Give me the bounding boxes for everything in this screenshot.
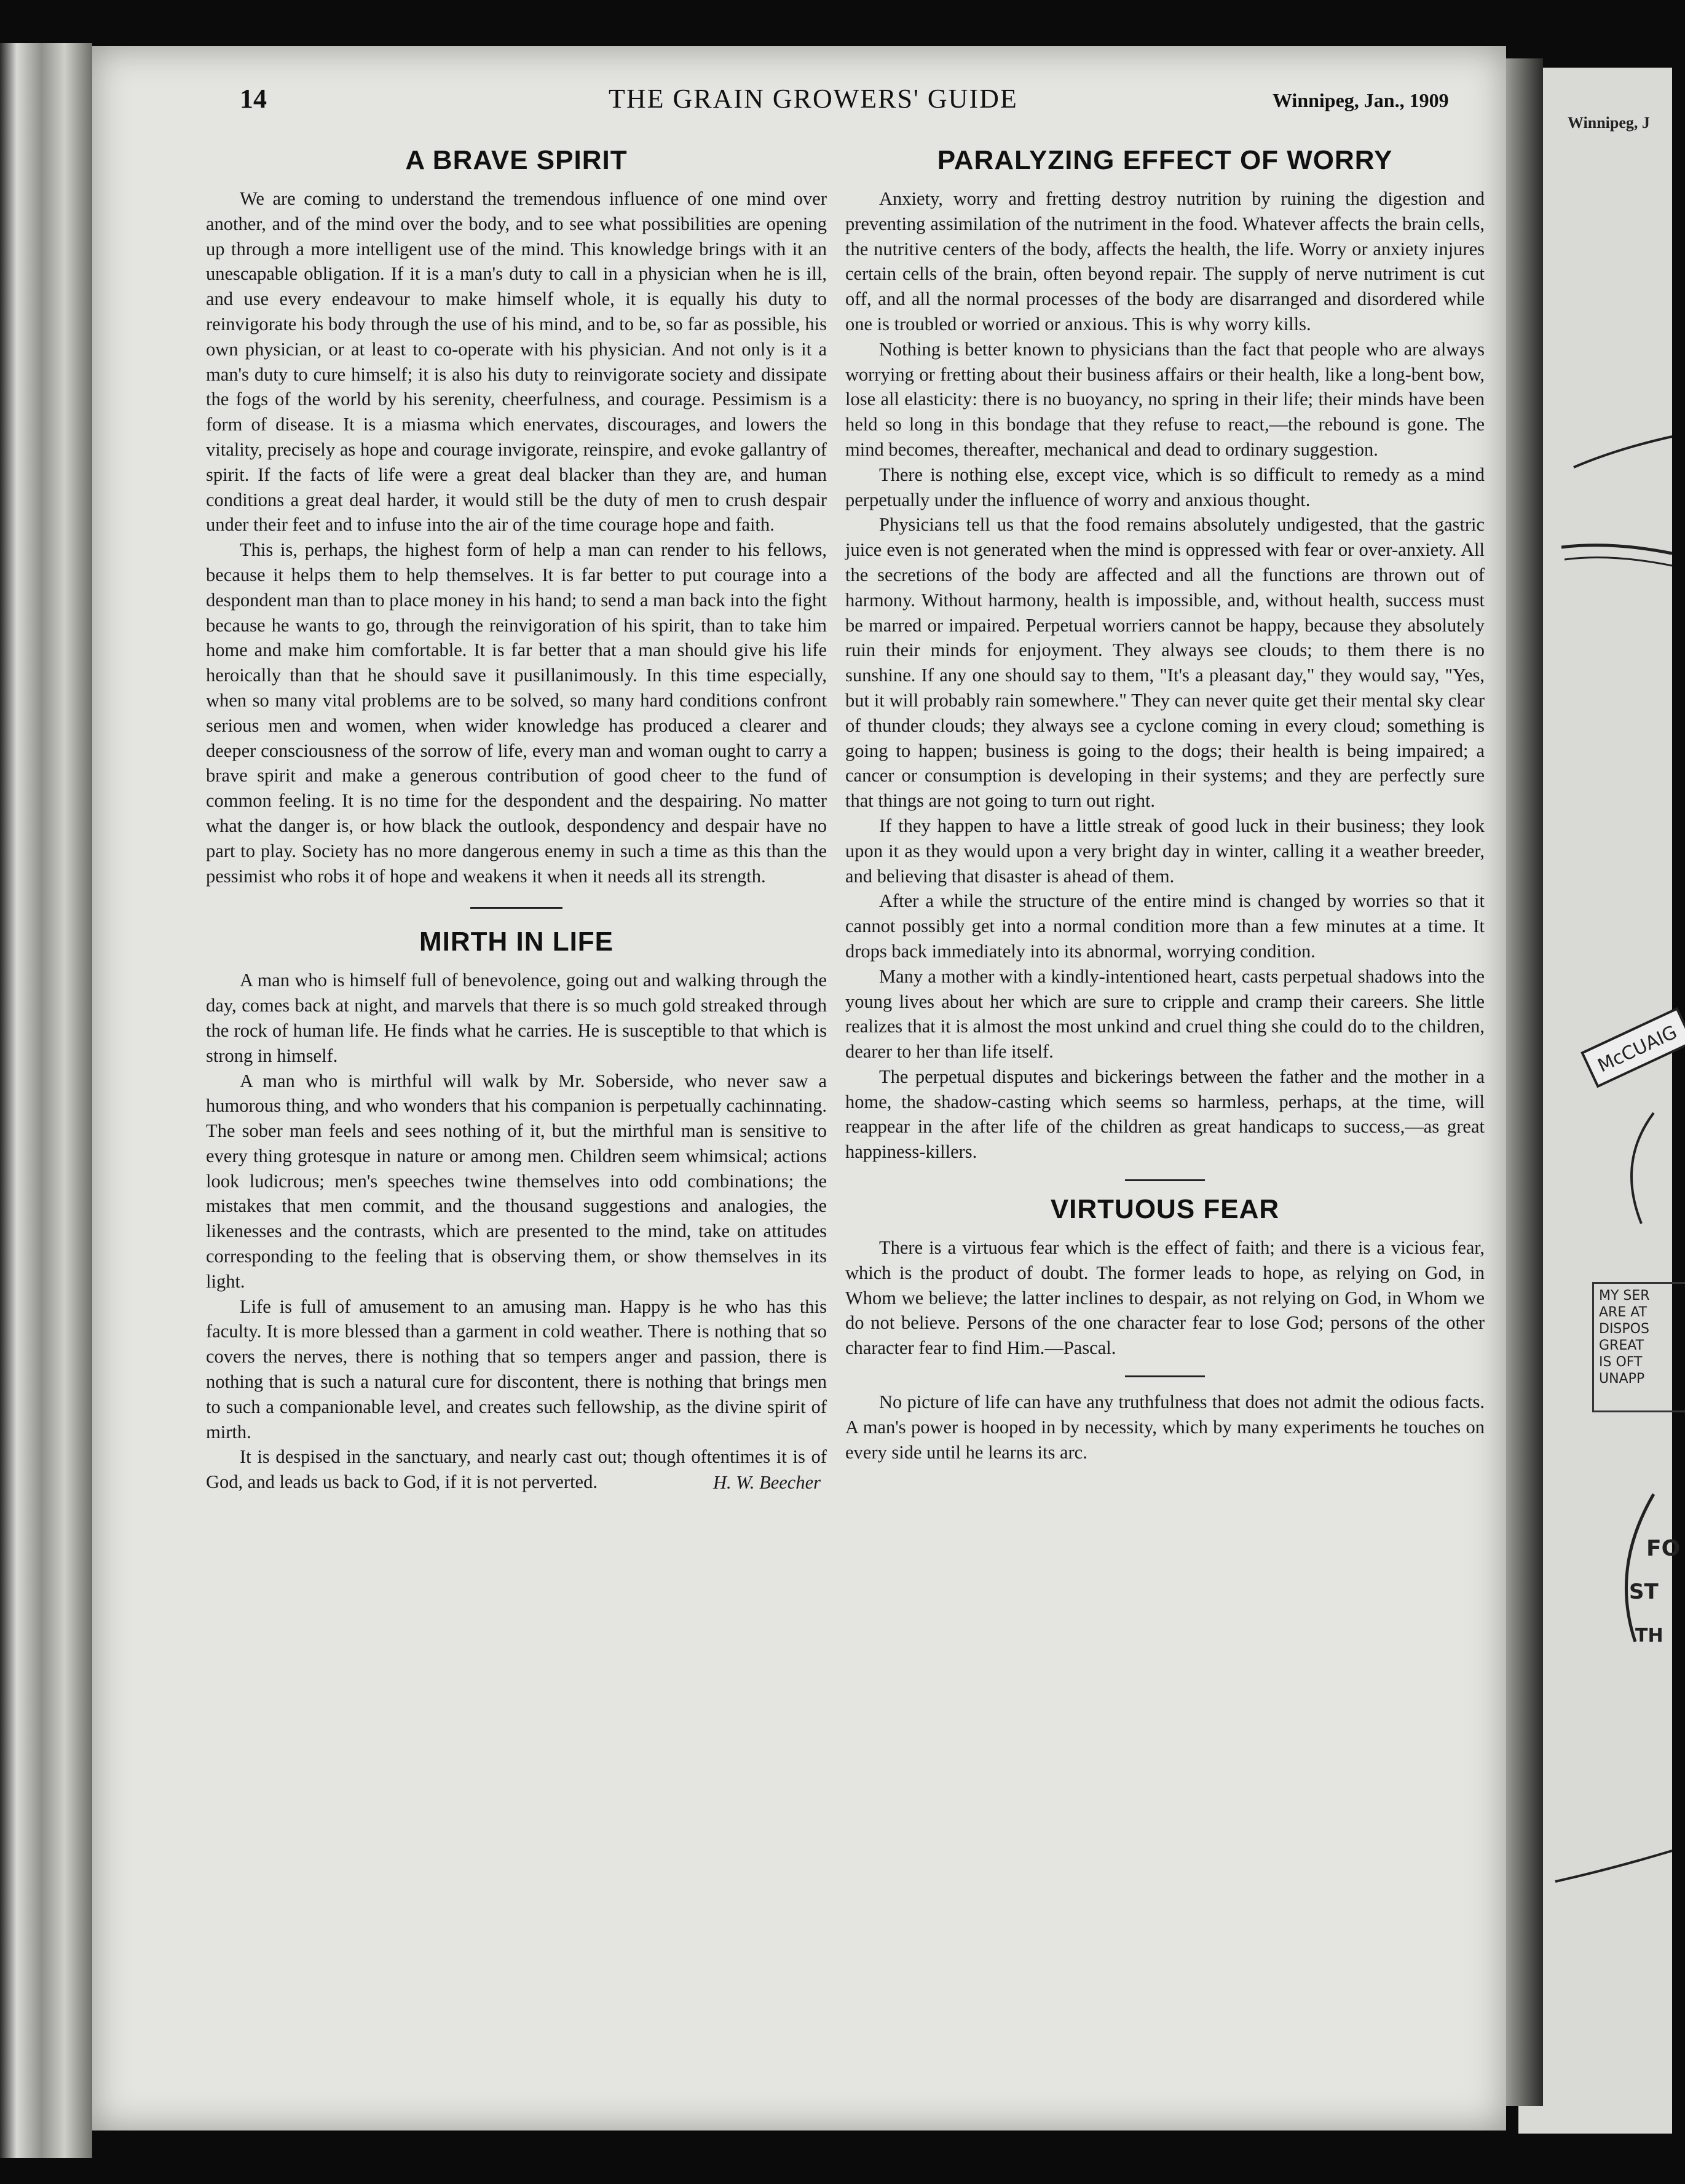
cartoon-caption-line: GREAT: [1599, 1338, 1644, 1353]
page-number: 14: [240, 84, 267, 114]
section-divider: [470, 907, 562, 909]
article-paragraph: It is despised in the sanctuary, and nearly cast out; though oftentimes it is of God, and leads us back to God, if it is not perverted.: [206, 1446, 827, 1493]
article-brave-spirit: [206, 144, 827, 888]
article-paragraph: We are coming to understand the tremendous influence of one mind over another, and of the mind over the body, and to see what possibilities are opening up through a more intelligent use of the mind. This knowledge brings with it an unescapable obligation. If it is a man's duty to call in a physician when he is ill, and use every endeavour to make himself whole, it is equally his duty to reinvigorate his body through the use of his mind, and to be, so far as possible, his own physician, or at least to co-operate with his physician. And not only is it a man's duty to cure himself; it is also his duty to reinvigorate society and dissipate the fogs of the world by his serenity, cheerfulness, and courage. Pessimism is a form of disease. It is a miasma which enervates, discourages, and lowers the vitality, precisely as hope and courage invigorate, reinspire, and evoke gallantry of spirit. If the facts of life were a great deal blacker than they are, and human conditions a great deal harder, it would still be the duty of men to crush despair under their feet and to infuse into the air of the time courage hope and faith.: [206, 188, 827, 536]
publication-title: THE GRAIN GROWERS' GUIDE: [609, 84, 1018, 114]
article-paragraph: The perpetual disputes and bickerings between the father and the mother in a home, the shadow-casting which seems so harmless, perhaps, at the time, will reappear in the after life of the children as great handicaps to success,—as great happiness-killers.: [845, 1066, 1485, 1163]
section-divider: [1125, 1179, 1205, 1181]
cartoon-label-st: ST: [1629, 1580, 1659, 1604]
article-paragraph: There is nothing else, except vice, which is so difficult to remedy as a mind perpetually under the influence of worry and anxious thought.: [845, 464, 1485, 510]
article-paralyzing-effect-of-worry: [845, 144, 1485, 1165]
article-paragraph: After a while the structure of the entire mind is changed by worries so that it cannot possibly get into a normal condition more than a few minutes at a time. It drops back immediately into its abnormal, worrying condition.: [845, 890, 1485, 962]
article-paragraph: Physicians tell us that the food remains absolutely undigested, that the gastric juice even is not generated when the mind is oppressed with fear or over-anxiety. All the secretions of the body are affected and all the functions are thrown out of harmony. Without harmony, health is impossible, and, without health, success must be marred or impaired. Perpetual worriers cannot be happy, because they absolutely ruin their minds for enjoyment. They always see clouds; to them there is no sunshine. If any one should say to them, "It's a pleasant day," they would say, "Yes, but it will probably rain somewhere." They can never quite get their mental sky clear of thunder clouds; they always see a cyclone coming in every cloud; something is going to happen; business is going to the dogs; their health is being impaired; a cancer or consumption is developing in their systems; and they are perfectly sure that things are not going to turn out right.: [845, 514, 1485, 812]
cartoon-label-fo: FO: [1646, 1536, 1681, 1561]
page-edge-shadow: [1506, 58, 1543, 2106]
article-paragraph: Life is full of amusement to an amusing man. Happy is he who has this faculty. It is more blessed than a garment in cold weather. There is nothing that so covers the nerves, there is nothing that so tempers anger and passion, there is nothing that is such a natural cure for discontent, there is nothing that brings men to such a companionable level, and creates such fellowship, as the divine spirit of mirth.: [206, 1296, 827, 1442]
article-mirth-in-life: [206, 926, 827, 1495]
cartoon-label-mccuaig: McCUAIG: [1594, 1021, 1681, 1077]
issue-date: Winnipeg, Jan., 1909: [1273, 89, 1449, 111]
left-column: [206, 144, 827, 1495]
cartoon-label-th: TH: [1635, 1625, 1663, 1647]
article-paragraph: A man who is himself full of benevolence, going out and walking through the day, comes back at night, and marvels that there is so much gold streaked through the rock of human life. He finds what he carries. He is susceptible to that which is strong in himself.: [206, 970, 827, 1066]
article-title: A BRAVE SPIRIT: [405, 145, 628, 175]
running-header: [92, 83, 1506, 120]
book-binding: [0, 43, 92, 2158]
cartoon-caption-line: IS OFT: [1599, 1355, 1643, 1370]
cartoon-caption-line: MY SER: [1599, 1288, 1650, 1304]
cartoon-caption-line: DISPOS: [1599, 1321, 1649, 1337]
cartoon-caption-line: ARE AT: [1599, 1305, 1648, 1320]
article-paragraph: A man who is mirthful will walk by Mr. Soberside, who never saw a humorous thing, and who wonders that his companion is perpetually cachinnating. The sober man feels and sees nothing of it, but the mirthful man is sensitive to every thing grotesque in nature or among men. Children seem whimsical; actions look ludicrous; men's speeches twine themselves into odd combinations; the mistakes that men commit, and the thousand suggestions and analogies, the likenesses and the contrasts, which are presented to the mind, take on attitudes corresponding to the feeling that is observing them, or show themselves in its light.: [206, 1070, 827, 1292]
article-paragraph: This is, perhaps, the highest form of help a man can render to his fellows, because it helps them to help themselves. It is far better to put courage into a despondent man than to place money in his hand; to send a man back into the fight because he wants to go, through the reinvigoration of his spirit, than to take him home and make him comfortable. It is far better that a man should give his life heroically than that he should save it pusillanimously. In this time especially, when so many vital problems are to be solved, so many hard conditions confront serious men and women, when wider knowledge has produced a clearer and deeper consciousness of the sorrow of life, every man and woman ought to carry a brave spirit and make a generous contribution of good cheer to the fund of common feeling. It is no time for the despondent and the despairing. No matter what the danger is, or how black the outlook, despondency and despair have no part to play. Society has no more dangerous enemy in such a time as this than the pessimist who robs it of hope and weakens it when it needs all its strength.: [206, 539, 827, 887]
section-divider: [1125, 1375, 1205, 1377]
newspaper-page: [92, 46, 1506, 2131]
article-paragraph: If they happen to have a little streak of good luck in their business; they look upon it as they would upon a very bright day in winter, calling it a weather breeder, and believing that disaster is ahead of them.: [845, 815, 1485, 887]
article-title: PARALYZING EFFECT OF WORRY: [937, 145, 1393, 175]
article-closing-quote: [845, 1390, 1485, 1465]
article-paragraph: Many a mother with a kindly-intentioned heart, casts perpetual shadows into the young lives about her which are sure to cripple and cramp their careers. She little realizes that it is almost the most unkind and cruel thing she could do to the children, dearer to her than life itself.: [845, 965, 1485, 1062]
article-title: VIRTUOUS FEAR: [1050, 1194, 1280, 1225]
author-signature: H. W. Beecher: [712, 1472, 821, 1494]
article-paragraph: There is a virtuous fear which is the effect of faith; and there is a vicious fear, which is the product of doubt. The former leads to hope, as relying on God, in Whom we believe; the latter inclines to despair, as not relying on God, in Whom we do not believe. Persons of the one character fear to lose God; persons of the other character fear to find Him.—Pascal.: [845, 1237, 1485, 1359]
article-title: MIRTH IN LIFE: [419, 927, 614, 957]
article-paragraph: No picture of life can have any truthfulness that does not admit the odious facts. A man's power is hooped in by necessity, which by many experiments he touches on every side until he learns its arc.: [845, 1391, 1485, 1463]
right-column: [845, 144, 1485, 1465]
article-virtuous-fear: [845, 1193, 1485, 1361]
cartoon-caption-box: [1592, 1282, 1685, 1412]
cartoon-caption-line: UNAPP: [1599, 1371, 1645, 1387]
adjacent-page-header: Winnipeg, J: [1568, 114, 1650, 132]
article-paragraph: Nothing is better known to physicians than the fact that people who are always worrying or fretting about their business affairs or their health, like a long-bent bow, lose all elasticity: there is no buoyancy, no spring in their life; their minds have been held so long in this bondage that they refuse to react,—the rebound is gone. The mind becomes, thereafter, mechanical and dead to ordinary suggestion.: [845, 338, 1485, 460]
article-paragraph: Anxiety, worry and fretting destroy nutrition by ruining the digestion and preventing assimilation of the nutriment in the food. Whatever affects the brain cells, the nutritive centers of the body, affects the health, the life. Worry or anxiety injures certain cells of the brain, often beyond repair. The supply of nerve nutriment is cut off, and all the normal processes of the body are disarranged and disordered while one is troubled or worried or anxious. This is why worry kills.: [845, 188, 1485, 334]
